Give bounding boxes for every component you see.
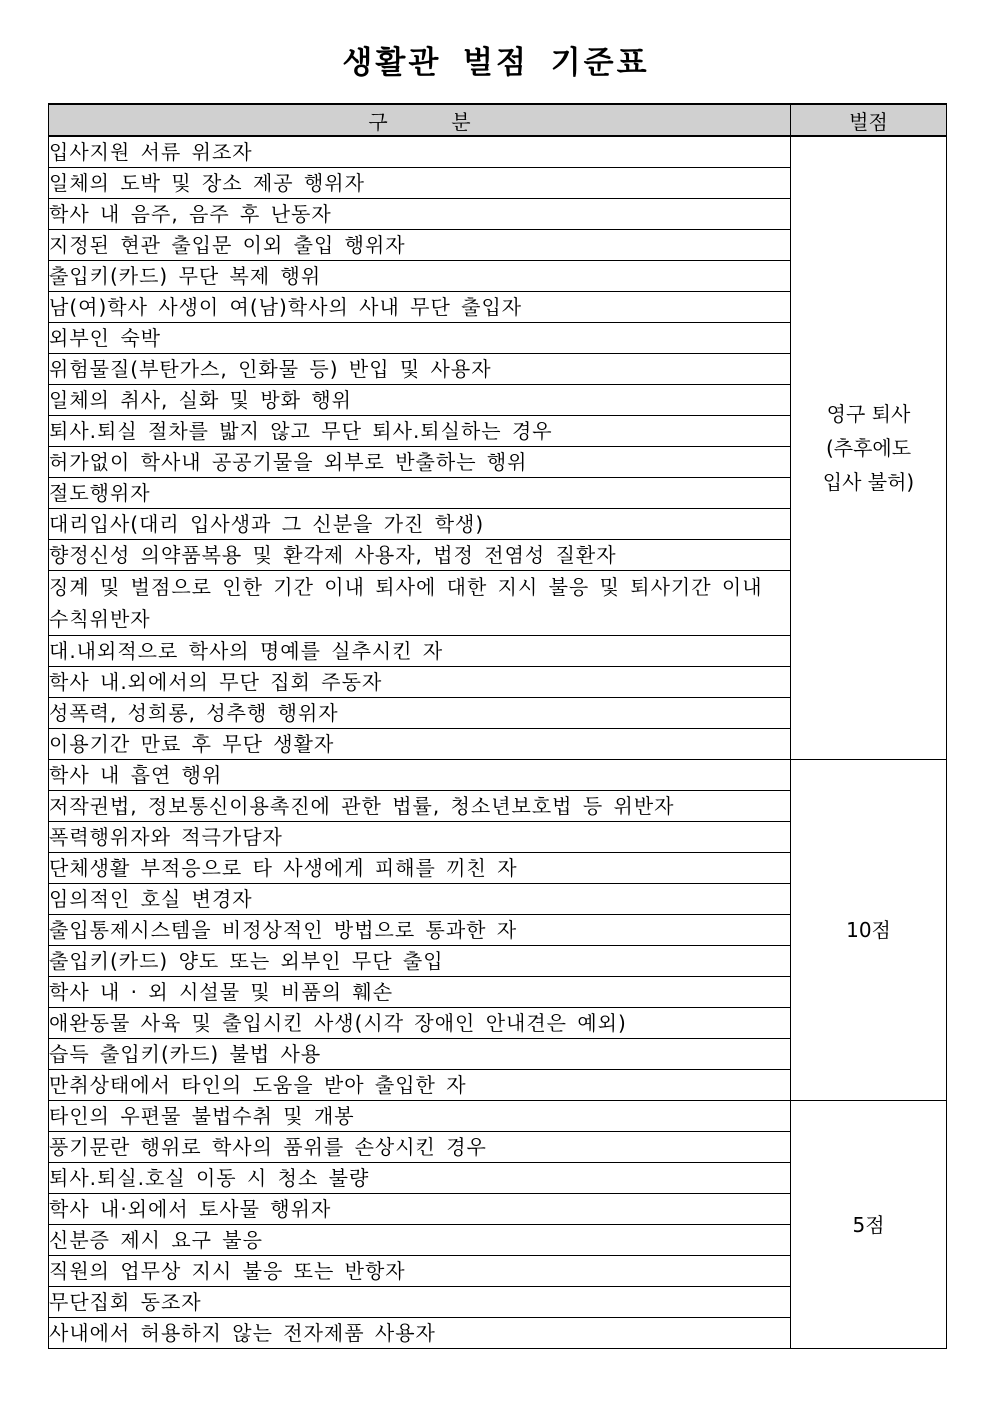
points-label: 5점 xyxy=(852,1212,885,1237)
violation-item: 퇴사.퇴실.호실 이동 시 청소 불량 xyxy=(49,1163,791,1194)
violation-item: 임의적인 호실 변경자 xyxy=(49,884,791,915)
page-title: 생활관 벌점 기준표 xyxy=(342,45,650,81)
violation-item: 사내에서 허용하지 않는 전자제품 사용자 xyxy=(49,1318,791,1349)
points-label: (추후에도 xyxy=(825,436,912,460)
violation-item: 만취상태에서 타인의 도움을 받아 출입한 자 xyxy=(49,1070,791,1101)
violation-item: 지정된 현관 출입문 이외 출입 행위자 xyxy=(49,230,791,261)
table-row xyxy=(49,760,947,791)
violation-item: 대.내외적으로 학사의 명예를 실추시킨 자 xyxy=(49,636,791,667)
violation-item: 외부인 숙박 xyxy=(49,323,791,354)
violation-item: 향정신성 의약품복용 및 환각제 사용자, 법정 전염성 질환자 xyxy=(49,540,791,571)
points-cell xyxy=(791,1101,947,1349)
violation-item: 습득 출입키(카드) 불법 사용 xyxy=(49,1039,791,1070)
violation-item: 학사 내 · 외 시설물 및 비품의 훼손 xyxy=(49,977,791,1008)
violation-item: 폭력행위자와 적극가담자 xyxy=(49,822,791,853)
violation-item: 일체의 도박 및 장소 제공 행위자 xyxy=(49,168,791,199)
violation-item: 위험물질(부탄가스, 인화물 등) 반입 및 사용자 xyxy=(49,354,791,385)
points-label: 영구 퇴사 xyxy=(826,402,911,426)
violation-item: 학사 내.외에서의 무단 집회 주동자 xyxy=(49,667,791,698)
violation-item: 타인의 우편물 불법수취 및 개봉 xyxy=(49,1101,791,1132)
violation-item: 학사 내 흡연 행위 xyxy=(49,760,791,791)
violation-item: 퇴사.퇴실 절차를 밟지 않고 무단 퇴사.퇴실하는 경우 xyxy=(49,416,791,447)
violation-item: 성폭력, 성희롱, 성추행 행위자 xyxy=(49,698,791,729)
violation-item: 신분증 제시 요구 불응 xyxy=(49,1225,791,1256)
violation-item: 입사지원 서류 위조자 xyxy=(49,136,791,168)
violation-item: 허가없이 학사내 공공기물을 외부로 반출하는 행위 xyxy=(49,447,791,478)
table-body xyxy=(49,136,947,1349)
violation-item: 저작권법, 정보통신이용촉진에 관한 법률, 청소년보호법 등 위반자 xyxy=(49,791,791,822)
violation-item: 출입통제시스템을 비정상적인 방법으로 통과한 자 xyxy=(49,915,791,946)
penalty-table xyxy=(48,103,947,1349)
violation-item: 징계 및 벌점으로 인한 기간 이내 퇴사에 대한 지시 불응 및 퇴사기간 이내 수칙위반자 xyxy=(49,571,791,636)
violation-item: 출입키(카드) 무단 복제 행위 xyxy=(49,261,791,292)
violation-item: 단체생활 부적응으로 타 사생에게 피해를 끼친 자 xyxy=(49,853,791,884)
violation-item: 무단집회 동조자 xyxy=(49,1287,791,1318)
violation-item: 대리입사(대리 입사생과 그 신분을 가진 학생) xyxy=(49,509,791,540)
violation-item: 출입키(카드) 양도 또는 외부인 무단 출입 xyxy=(49,946,791,977)
violation-item: 풍기문란 행위로 학사의 품위를 손상시킨 경우 xyxy=(49,1132,791,1163)
points-label: 입사 불허) xyxy=(822,470,915,494)
violation-item: 직원의 업무상 지시 불응 또는 반항자 xyxy=(49,1256,791,1287)
violation-item: 애완동물 사육 및 출입시킨 사생(시각 장애인 안내견은 예외) xyxy=(49,1008,791,1039)
violation-item: 일체의 취사, 실화 및 방화 행위 xyxy=(49,385,791,416)
header-points: 벌점 xyxy=(791,104,947,136)
points-cell xyxy=(791,760,947,1101)
table-header-row xyxy=(49,104,947,136)
violation-item: 학사 내·외에서 토사물 행위자 xyxy=(49,1194,791,1225)
violation-item: 남(여)학사 사생이 여(남)학사의 사내 무단 출입자 xyxy=(49,292,791,323)
violation-item: 학사 내 음주, 음주 후 난동자 xyxy=(49,199,791,230)
violation-item: 절도행위자 xyxy=(49,478,791,509)
violation-item: 이용기간 만료 후 무단 생활자 xyxy=(49,729,791,760)
table-row xyxy=(49,1101,947,1132)
table-row xyxy=(49,136,947,168)
points-cell xyxy=(791,136,947,760)
points-label: 10점 xyxy=(846,918,891,942)
header-category: 구 분 xyxy=(49,104,791,136)
